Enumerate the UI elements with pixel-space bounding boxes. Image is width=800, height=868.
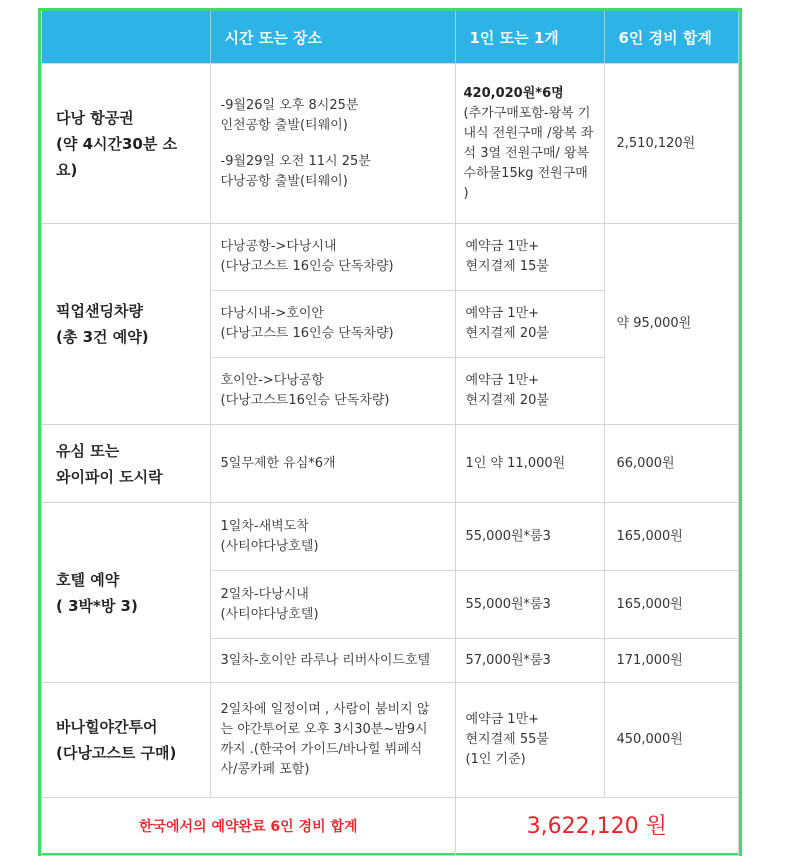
hotel-total-1: 165,000원 [604,503,739,571]
sim-price: 1인 약 11,000원 [455,425,604,503]
header-blank [42,11,211,64]
hotel-desc-2: 2일차-다낭시내 (사티야다낭호텔) [210,571,455,639]
flight-schedule: -9월26일 오후 8시25분 인천공항 출발(티웨이) -9월29일 오전 11시 25분 다낭공항 출발(티웨이) [210,64,455,224]
summary-label: 한국에서의 예약완료 6인 경비 합계 [42,798,456,856]
category-flight: 다낭 항공권 (약 4시간30분 소 요) [42,64,211,224]
category-sim: 유심 또는 와이파이 도시락 [42,425,211,503]
table-row-summary [42,798,739,856]
table-row-tour [42,683,739,798]
pickup-total: 약 95,000원 [604,224,739,425]
hotel-desc-1: 1일차-새벽도착 (사티야다낭호텔) [210,503,455,571]
hotel-price-3: 57,000원*룸3 [455,639,604,683]
sim-total: 66,000원 [604,425,739,503]
hotel-price-1: 55,000원*룸3 [455,503,604,571]
table-row-hotel-1 [42,503,739,571]
cost-table-frame [38,8,742,856]
pickup-price-1: 예약금 1만+ 현지결제 15불 [455,224,604,291]
hotel-total-3: 171,000원 [604,639,739,683]
category-tour: 바나힐야간투어 (다낭고스트 구매) [42,683,211,798]
flight-total: 2,510,120원 [604,64,739,224]
sim-desc: 5일무제한 유심*6개 [210,425,455,503]
flight-price: 420,020원*6명 (추가구매포함-왕복 기 내식 전원구매 /왕복 좌 석 3열 전원구매/ 왕복 수하물15kg 전원구매 ) [455,64,604,224]
table-row-pickup-1 [42,224,739,291]
header-row [42,11,739,64]
pickup-route-3: 호이안->다낭공항 (다낭고스트16인승 단독차량) [210,358,455,425]
header-time-place: 시간 또는 장소 [210,11,455,64]
tour-total: 450,000원 [604,683,739,798]
tour-desc: 2일차에 일정이며 , 사람이 붐비지 않 는 야간투어로 오후 3시30분~밤9시 까지 .(한국어 가이드/바나힐 뷔페식 사/콩카페 포함) [210,683,455,798]
header-total-6: 6인 경비 합계 [604,11,739,64]
hotel-total-2: 165,000원 [604,571,739,639]
pickup-price-3: 예약금 1만+ 현지결제 20불 [455,358,604,425]
summary-value: 3,622,120 원 [455,798,739,856]
tour-price: 예약금 1만+ 현지결제 55불 (1인 기준) [455,683,604,798]
table-row-flight [42,64,739,224]
category-hotel: 호텔 예약 ( 3박*방 3) [42,503,211,683]
pickup-route-1: 다낭공항->다낭시내 (다낭고스트 16인승 단독차량) [210,224,455,291]
category-pickup: 픽업샌딩차량 (총 3건 예약) [42,224,211,425]
pickup-route-2: 다낭시내->호이안 (다낭고스트 16인승 단독차량) [210,291,455,358]
table-row-sim [42,425,739,503]
header-per-person: 1인 또는 1개 [455,11,604,64]
pickup-price-2: 예약금 1만+ 현지결제 20불 [455,291,604,358]
hotel-desc-3: 3일차-호이안 라루나 리버사이드호텔 [210,639,455,683]
hotel-price-2: 55,000원*룸3 [455,571,604,639]
travel-cost-table [41,11,739,856]
